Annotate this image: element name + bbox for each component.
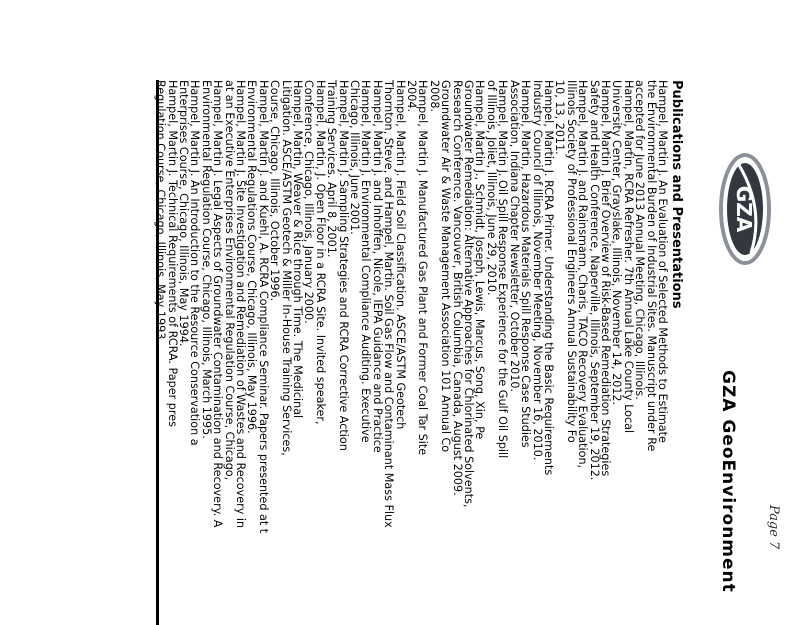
- publication-line: Hampel, Martin J. An Introduction to the Resource Conservation a: [188, 80, 202, 446]
- publication-line: Research Conference. Vancouver, British Columbia, Canada, August 2009.: [450, 80, 464, 496]
- publication-entry: [223, 80, 246, 625]
- publication-entry: [588, 80, 611, 625]
- publication-line: Illinois Society of Professional Engineers Annual Sustainability Fo: [564, 80, 578, 443]
- publication-line: Hampel, Martin, RCRA Refresher. 7th Annual Lake County Local: [621, 80, 635, 434]
- publication-line: Hampel, Martin J. Environmental Compliance Auditing. Executive: [359, 80, 373, 443]
- publication-line: 10, 13, 2011.: [553, 80, 567, 155]
- publication-line: Hampel, Martin J. Field Soil Classification. ASCE/ASTM Geotech: [393, 80, 407, 430]
- publication-entry: [303, 80, 326, 625]
- publication-line: of Illinois, Joliet, Illinois, June 29, 2010.: [484, 80, 498, 296]
- publication-entry: [508, 80, 531, 625]
- publication-line: Hampel, Martin, Weaver & Rice through Time. The Medicinal: [291, 80, 304, 419]
- publication-line: 2004.: [405, 80, 419, 113]
- publication-line: Hampel, Martin J. Brief Overview of Risk-Based Remediation Strategies: [598, 80, 612, 477]
- publication-line: 2008.: [427, 80, 441, 113]
- publication-line: University Center, Grayslake, Illinois, November 14, 2012.: [610, 80, 624, 406]
- publication-entry: [269, 80, 303, 625]
- publication-line: Hampel, Martin J. and Inhoffen, Nicole, IEPA Guidance and Practice: [370, 80, 384, 453]
- publication-line: Hampel, Martin J. Site Investigation and Remediation of Wastes and Recovery in: [233, 80, 247, 529]
- publication-line: Hampel, Martin J. Manufactured Gas Plant and Former Coal Tar Site: [416, 80, 430, 456]
- publications-text-block: [155, 80, 683, 625]
- publication-entry: [349, 80, 372, 625]
- section-heading: Publications and Presentations: [669, 80, 684, 309]
- publication-line: Industry Council of Illinois, November Meeting, November 16, 2010.: [530, 80, 544, 461]
- publication-line: Groundwater Remediation: Alternative Approaches for Chlorinated Solvents,: [462, 80, 476, 508]
- publication-line: Environmental Regulation Course, Chicago, Illinois, March 1995.: [199, 80, 213, 439]
- footer-page-number: Page 7: [766, 505, 781, 550]
- publication-entry: [200, 80, 223, 625]
- publication-line: Hampel, Martin J. and Rainsmann, Charis, TACO Recovery Evaluation,: [576, 80, 590, 469]
- publication-line: Hampel, Martin J., Schmidt, Joseph, Lewis, Marcus, Song, Xin, Pe: [473, 80, 487, 440]
- publication-line: Regulation Course, Chicago, Illinois, May 1993.: [154, 80, 168, 343]
- publication-line: Hampel, Martin J. Technical Requirements of RCRA. Paper pres: [165, 80, 179, 427]
- publication-line: Chicago, Illinois, June 2001.: [348, 80, 362, 235]
- footer-company-name: GZA GeoEnvironment: [718, 370, 738, 593]
- publication-line: Environmental Regulations Course, Chicago, Illinois, May 1996.: [245, 80, 259, 434]
- publication-line: the Environmental Burden of Industrial Sites. Manuscript under Re: [644, 80, 658, 452]
- publication-line: Hampel, Martin J. Oil Spill Response Experience for the Gulf Oil Spill: [496, 80, 510, 459]
- publication-entry: [428, 80, 485, 625]
- gza-logo-text: GZA: [732, 185, 756, 233]
- publication-entry: [246, 80, 269, 625]
- publication-line: Hampel, Martin J. RCRA Primer. Understanding the Basic Requirements: [541, 80, 555, 476]
- publication-line: Training Services. April 8, 2001.: [325, 80, 339, 258]
- publication-entry: [486, 80, 509, 625]
- publication-line: Hampel, Martin J. An Evaluation of Selected Methods to Estimate: [656, 80, 669, 443]
- publication-line: Course, Chicago, Illinois, October 1996.: [268, 80, 282, 302]
- publication-line: Groundwater Air & Waste Management Association 101 Annual Co: [439, 80, 453, 453]
- publication-entry: [634, 80, 668, 625]
- publication-entry: [554, 80, 588, 625]
- gza-logo: [717, 150, 773, 268]
- publication-line: Enterprises Course, Chicago, Illinois, May 1994.: [176, 80, 190, 347]
- publication-line: Conference, Chicago, Illinois, January 2000.: [302, 80, 316, 324]
- publication-entry: [611, 80, 634, 625]
- publication-line: Hampel, Martin J. Sampling Strategies and RCRA Corrective Action: [336, 80, 350, 451]
- publication-entry: [326, 80, 349, 625]
- publication-line: at an Executive Enterprises Environmental Regulation Course, Chicago,: [222, 80, 236, 481]
- publication-entry: [406, 80, 429, 625]
- publication-line: Hampel, Martin, Hazardous Materials Spill Response Case Studies: [519, 80, 533, 448]
- publication-line: Hampel, Martin, J. Open Floor in a RCRA Site. Invited speaker,: [313, 80, 327, 425]
- publication-line: Thornton, Steve, and Hampel, Martin. Soil Gas Flow and Contaminant Mass Flux: [382, 80, 396, 528]
- publication-line: Hampel, Martin J. and Kuehl, A. RCRA Compliance Seminar. Papers presented at t: [256, 80, 270, 534]
- publication-entry: [155, 80, 178, 625]
- publication-entry: [531, 80, 554, 625]
- publication-line: accepted for June 2013 Annual Meeting, Chicago, Illinois.: [633, 80, 647, 400]
- publication-list: [155, 80, 668, 625]
- publication-entry: [371, 80, 405, 625]
- publication-line: Hampel, Martin J. Legal Aspects of Groundwater Contamination and Recovery. A: [211, 80, 225, 528]
- publication-line: Safety and Health Conference, Naperville, Illinois, September 19, 2012.: [587, 80, 601, 481]
- publication-entry: [178, 80, 201, 625]
- publication-line: Association, Indiana Chapter Newsletter, October 2010.: [507, 80, 521, 392]
- publication-line: Litigation. ASCE/ASTM Geotech & Miller In-House Training Services,: [279, 80, 293, 456]
